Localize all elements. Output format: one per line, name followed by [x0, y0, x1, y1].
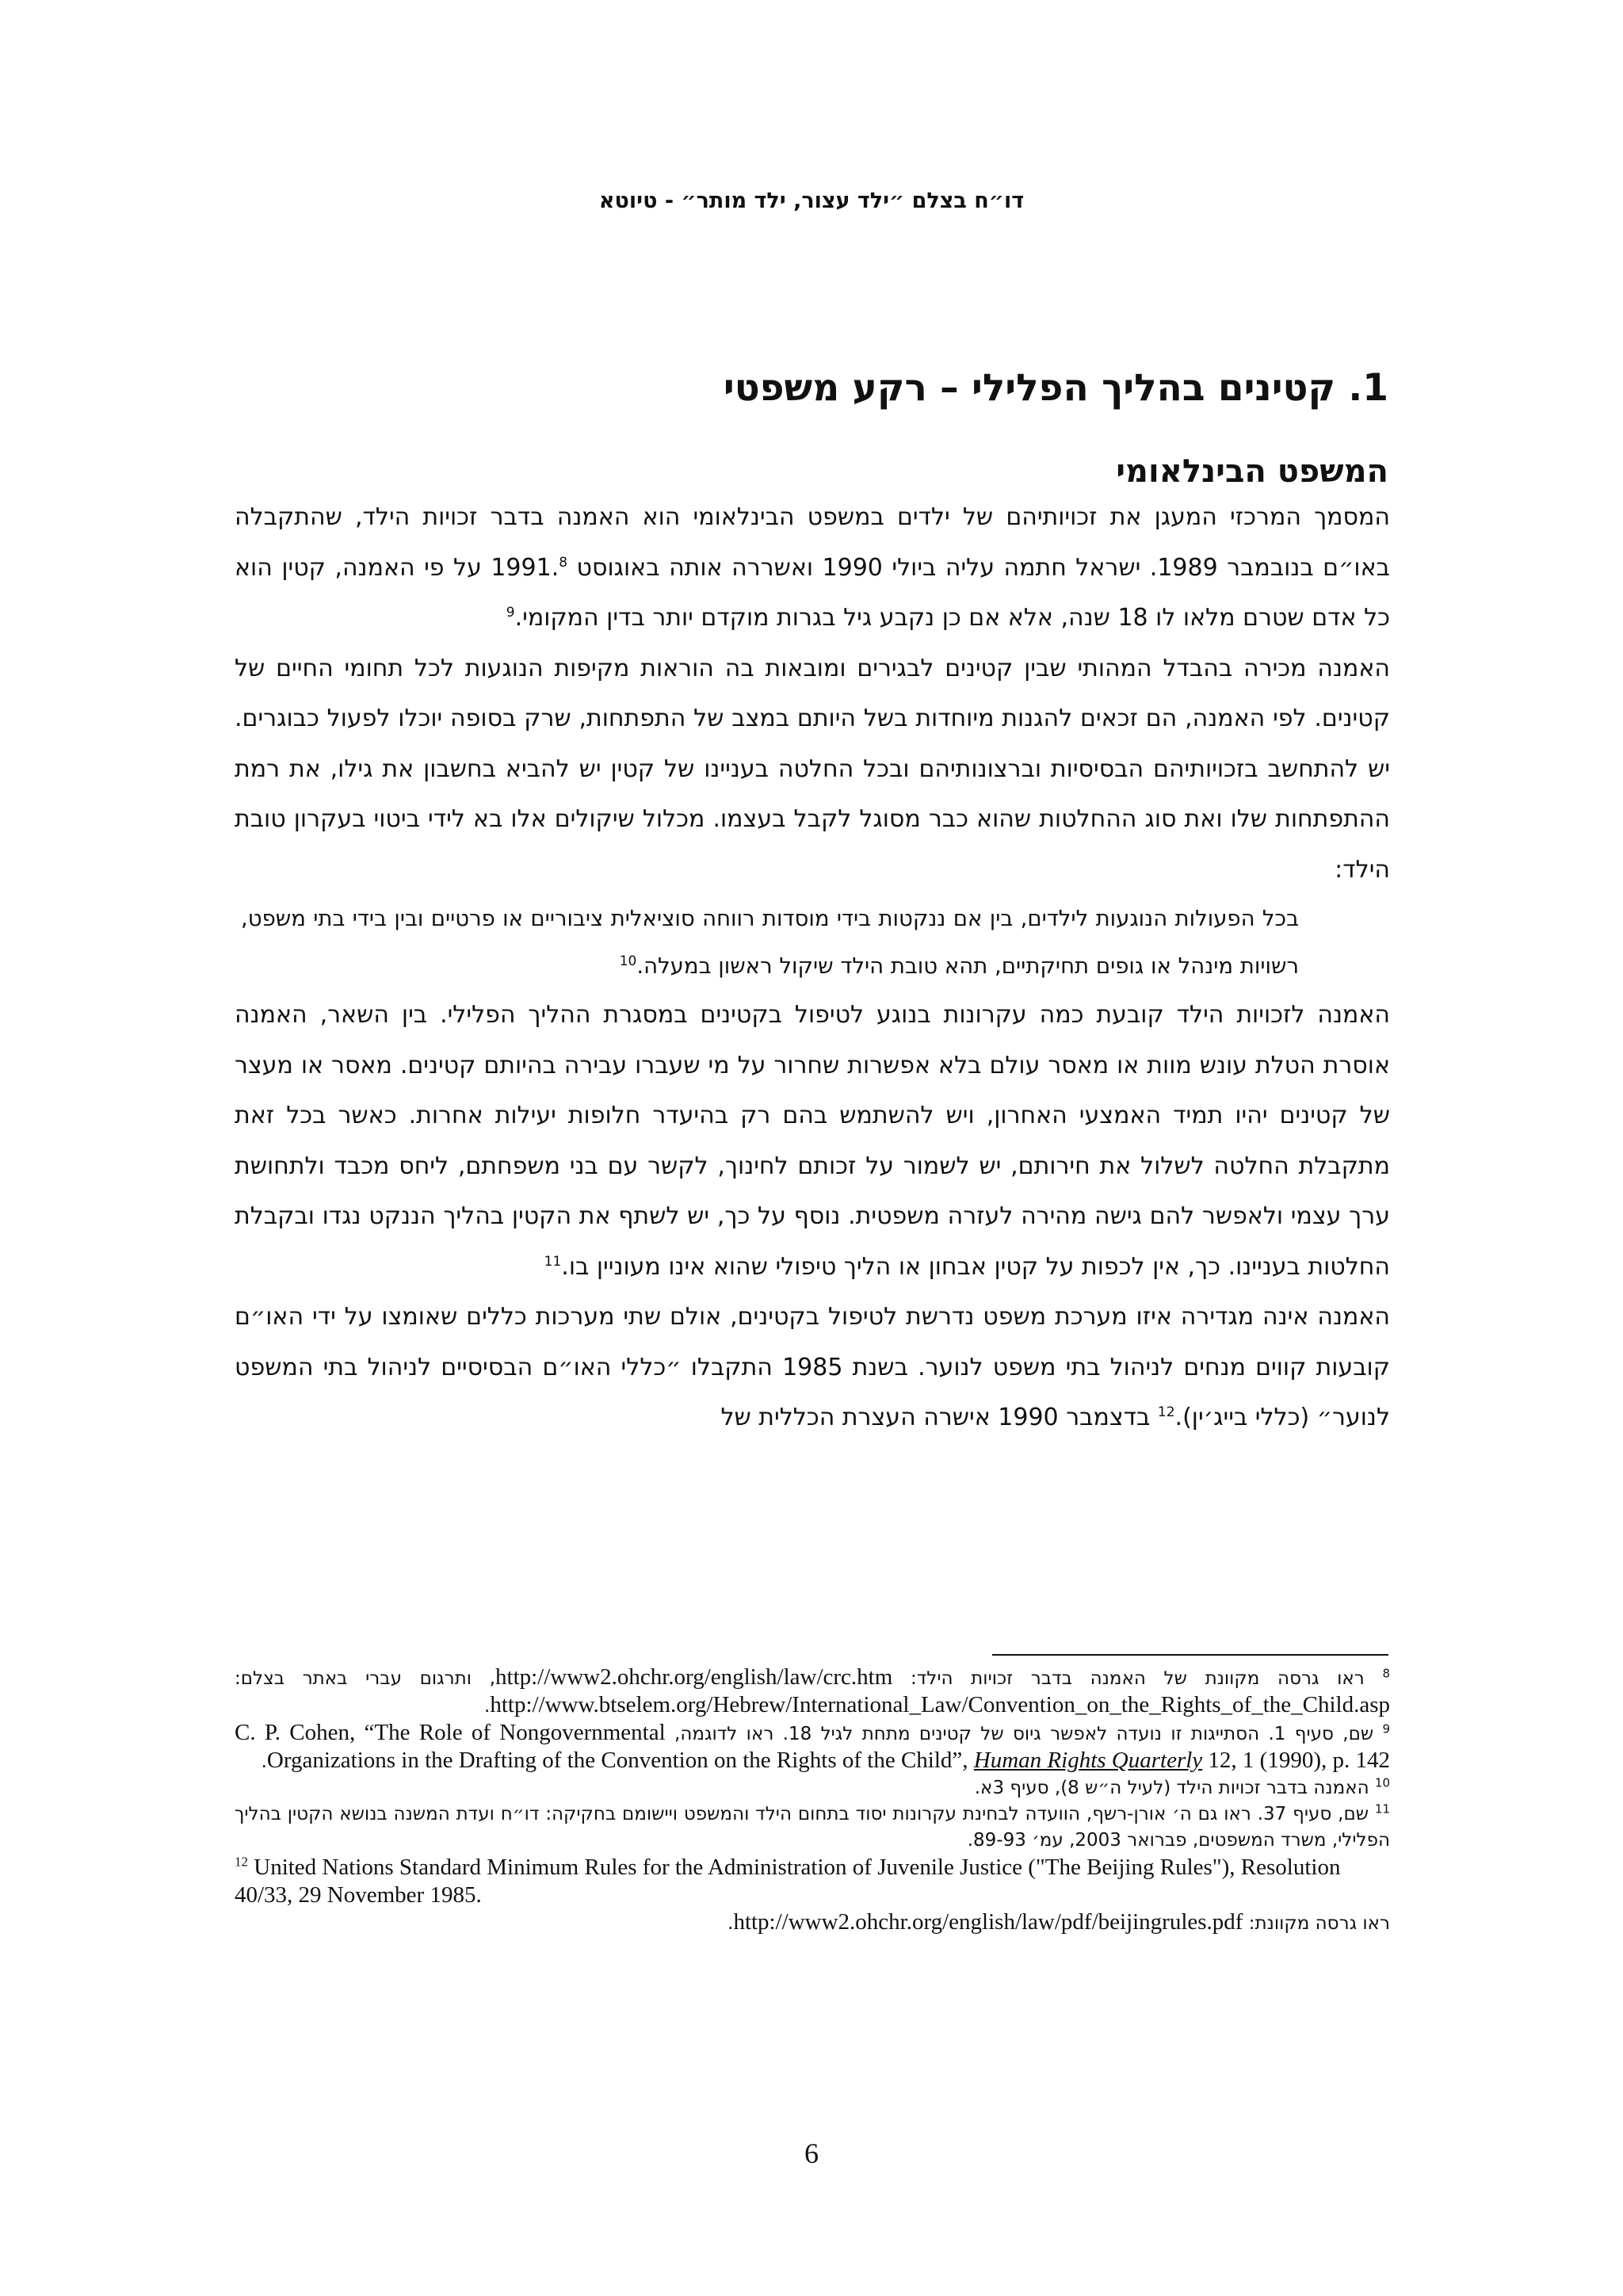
citation-details: 12, 1 (1990), p. 142: [1202, 1748, 1390, 1773]
footnote-ref[interactable]: 10: [619, 953, 637, 969]
footnote-text: שם, סעיף 1. הסתייגות זו נועדה לאפשר גיוס של קטינים מתחת לגיל 18. ראו לדוגמה,: [665, 1724, 1374, 1744]
journal-title: Human Rights Quarterly: [973, 1748, 1203, 1773]
paragraph-text: המסמך המרכזי המעגן את זכויותיהם של ילדים במשפט הבינלאומי הוא האמנה בדבר זכויות הילד, שהתקבלה באו״ם בנובמבר 1989. ישראל חתמה עליה ביולי 1990 ואשררה אותה באוגוסט 1991.: [235, 503, 1390, 582]
footnote-text: .: [261, 1752, 267, 1772]
footnote-text: ראו גרסה מקוונת של האמנה בדבר זכויות הילד:: [892, 1668, 1365, 1689]
footnote-ref[interactable]: 8: [559, 554, 568, 571]
paragraph-text: בדצמבר 1990 אישרה העצרת הכללית של: [720, 1404, 1158, 1431]
footnote-text: .: [727, 1913, 734, 1934]
footnote-number: 8: [1382, 1666, 1391, 1681]
footnote-number: 10: [1374, 1775, 1390, 1790]
footnote-9: [235, 1720, 1390, 1775]
paragraph-text: האמנה לזכויות הילד קובעת כמה עקרונות בנוגע לטיפול בקטינים במסגרת ההליך הפלילי. בין השאר, האמנה אוסרת הטלת עונש מוות או מאסר עולם בלא אפשרות שחרור על מי שעברו עבירה בהיותם קטינים. מאסר או מעצר של קטינים יהיו תמיד האמצעי האחרון, ויש להשתמש בהם רק בהיעדר חלופות יעילות אחרות. כאשר בכל זאת מתקבלת החלטה לשלול את חירותם, יש לשמור על זכותם לחינוך, לקשר עם בני משפחתם, ליחס מכבד ולתחושת ערך עצמי ולאפשר להם גישה מהירה לעזרה משפטית. נוסף על כך, יש לשתף את הקטין בהליך הננקט נגדו ובקבלת החלטות בעניינו. כך, אין לכפות על קטין אבחון או הליך טיפולי שהוא אינו מעוניין בו.: [235, 1001, 1390, 1281]
paragraph: [235, 492, 1390, 644]
running-header: דו״ח בצלם ״ילד עצור, ילד מותר״ - טיוטא: [598, 189, 1025, 213]
paragraph: [235, 990, 1390, 1292]
paragraph-text: על פי האמנה, קטין הוא כל אדם שטרם מלאו לו 18 שנה, אלא אם כן נקבע גיל בגרות מוקדם יותר בדין המקומי.: [235, 553, 1390, 632]
footnote-number: 11: [1374, 1801, 1391, 1817]
footnote-text: .: [484, 1696, 491, 1717]
footnote-text: ראו גרסה מקוונת:: [1243, 1913, 1390, 1934]
paragraph-text: האמנה אינה מגדירה איזו מערכת משפט נדרשת לטיפול בקטינים, אולם שתי מערכות כללים שאומצו על ידי האו״ם קובעות קווים מנחים לניהול בתי משפט לנוער. בשנת 1985 התקבלו ״כללי האו״ם הבסיסיים לניהול בתי המשפט לנוער״ (כללי בייג׳ין).: [235, 1303, 1391, 1431]
footnote-text: United Nations Standard Minimum Rules for the Administration of Juvenile Justice ("The Beijing Rules"), Resolution 40/33, 29 November 1985.: [235, 1855, 1341, 1908]
footnote-ref[interactable]: 12: [1157, 1404, 1175, 1420]
footnote-link[interactable]: http://www2.ohchr.org/english/law/crc.htm: [495, 1664, 893, 1690]
block-quote: [235, 895, 1299, 990]
footnote-12: [235, 1854, 1390, 1909]
paragraph: [235, 644, 1390, 896]
citation-text: C. P. Cohen, “The Role of Nongovernmental Organizations in the Drafting of the Convention on the Rights of the Child”,: [235, 1720, 974, 1773]
paragraph: [235, 1292, 1390, 1443]
footnotes: [235, 1664, 1390, 1937]
footnote-11: [235, 1801, 1390, 1854]
footnote-8: [235, 1664, 1390, 1720]
footnote-12-link-line: [235, 1909, 1390, 1937]
quote-text: בכל הפעולות הנוגעות לילדים, בין אם ננקטות בידי מוסדות רווחה סוציאלית ציבוריים או פרטיים ובין בידי בתי משפט, רשויות מינהל או גופים תחיקתיים, תהא טובת הילד שיקול ראשון במעלה.: [241, 906, 1299, 979]
footnote-number: 9: [1382, 1721, 1391, 1736]
footnote-link[interactable]: http://www.btselem.org/Hebrew/International_Law/Convention_on_the_Rights_of_the_Child.asp: [490, 1692, 1390, 1717]
footnote-ref[interactable]: 11: [544, 1253, 562, 1270]
chapter-title: 1. קטינים בהליך הפלילי – רקע משפטי: [723, 366, 1388, 410]
body-text: [235, 492, 1390, 1443]
footnote-link[interactable]: http://www2.ohchr.org/english/law/pdf/beijingrules.pdf: [733, 1909, 1243, 1935]
footnote-number: 12: [235, 1854, 248, 1870]
page-number: 6: [804, 2137, 819, 2169]
footnote-ref[interactable]: 9: [506, 605, 515, 621]
footnote-text: האמנה בדבר זכויות הילד (לעיל ה״ש 8), סעיף 3א.: [974, 1778, 1369, 1798]
footnote-separator: [992, 1654, 1388, 1656]
footnote-text: , ותרגום עברי באתר בצלם:: [235, 1668, 496, 1689]
footnote-10: [235, 1775, 1390, 1801]
paragraph-text: האמנה מכירה בהבדל המהותי שבין קטינים לבגירים ומובאות בה הוראות מקיפות הנוגעות לכל תחומי החיים של קטינים. לפי האמנה, הם זכאים להגנות מיוחדות בשל היותם במצב של התפתחות, שרק בסופה יוכלו לפעול כבוגרים. יש להתחשב בזכויותיהם הבסיסיות וברצונותיהם ובכל החלטה בעניינו של קטין יש להביא בחשבון את גילו, את רמת ההתפתחות שלו ואת סוג ההחלטות שהוא כבר מסוגל לקבל בעצמו. מכלול שיקולים אלו בא לידי ביטוי בעקרון טובת הילד:: [235, 654, 1390, 884]
section-heading: המשפט הבינלאומי: [1116, 453, 1388, 490]
footnote-text: שם, סעיף 37. ראו גם ה׳ אורן-רשף, הוועדה לבחינת עקרונות יסוד בתחום הילד והמשפט ויישומם בחקיקה: דו״ח ועדת המשנה בנושא הקטין בהליך הפלילי, משרד המשפטים, פברואר 2003, עמ׳ 89-93.: [235, 1804, 1390, 1851]
